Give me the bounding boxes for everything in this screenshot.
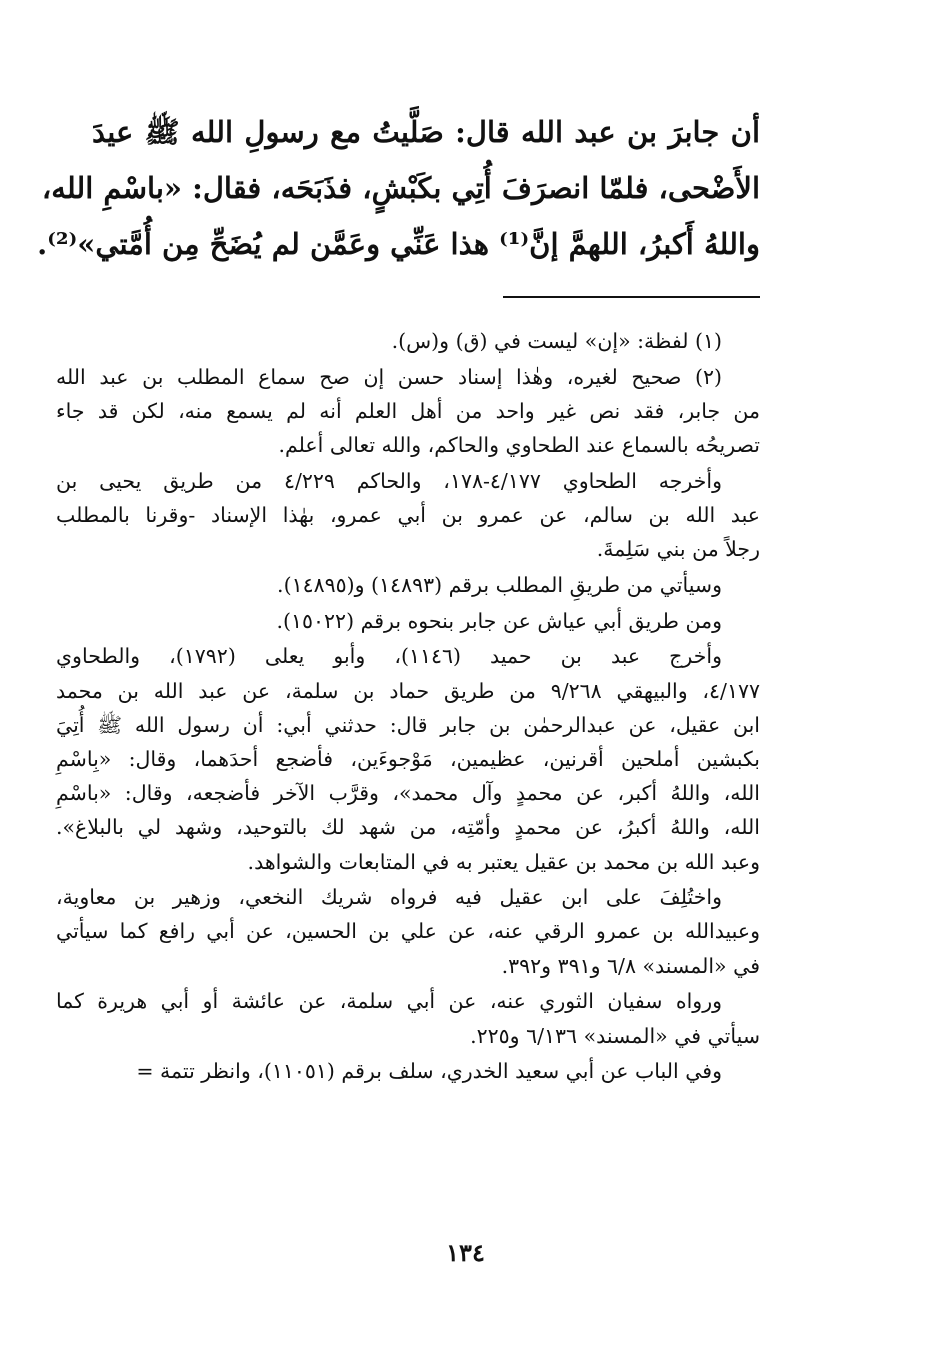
footnote-line: في «المسند» ٦/٨ و٣٩١ و٣٩٢. (501, 953, 760, 978)
footnote-line: من جابر، فقد نص غير واحد من أهل العلم أنه لم يسمع منه، لكن قد جاء (56, 398, 760, 423)
footnote-paragraph (56, 568, 760, 602)
footnote-line: رجلاً من بني سَلِمةَ. (596, 537, 760, 562)
page-number: ١٣٤ (446, 1238, 485, 1267)
footnote-paragraph (56, 1054, 760, 1088)
footnote-line: وعبد الله بن محمد بن عقيل يعتبر به في المتابعات والشواهد. (247, 849, 760, 874)
footnote-line: الله، واللهُ أكبر، عن محمدٍ وآل محمد»، وقرَّب الآخر فأضجعه، وقال: «باسْمِ (56, 781, 760, 806)
footnote-line: ومن طريق أبي عياش عن جابر بنحوه برقم (١٥٠٢٢). (276, 608, 722, 633)
footnote-1 (56, 324, 760, 358)
footnote-paragraph (56, 464, 760, 567)
footnote-line: الله، واللهُ أكبرُ، عن محمدٍ وأمّتِه، من شهد لك بالتوحيد، وشهد لي بالبلاغ». (56, 815, 760, 840)
main-text-line: الأَضْحى، فلمّا انصرَفَ أُتِي بكَبْشٍ، فذَبَحَه، فقال: «باسْمِ الله، (41, 171, 760, 205)
footnote-line: (٢) صحيح لغيره، وهٰذا إسناد حسن إن صح سماع المطلب بن عبد الله (56, 364, 722, 389)
footnote-2 (56, 360, 760, 463)
footnote-line: تصريحُه بالسماع عند الطحاوي والحاكم، والله تعالى أعلم. (278, 433, 760, 458)
footnote-line: ورواه سفيان الثوري عنه، عن أبي سلمة، عن عائشة أو أبي هريرة كما (56, 989, 722, 1014)
hadith-main-text (37, 104, 761, 272)
footnote-paragraph (56, 880, 760, 983)
footnote-line: ٤/١٧٧، والبيهقي ٩/٢٦٨ من طريق حماد بن سلمة، عن عبد الله بن محمد (56, 678, 760, 703)
footnote-line: وأخرج عبد بن حميد (١١٤٦)، وأبو يعلى (١٧٩٢)، والطحاوي (56, 644, 722, 669)
footnotes-section (56, 324, 760, 1090)
footnote-paragraph (56, 639, 760, 878)
main-text-line: واللهُ أَكبرُ، اللهمَّ إنَّ⁽¹⁾ هذا عَنِّي وعَمَّن لم يُضَحِّ مِن أُمَّتي»⁽²⁾. (37, 227, 760, 261)
footnote-line: وأخرجه الطحاوي ٤/١٧٧-١٧٨، والحاكم ٤/٢٢٩ من طريق يحيى بن (56, 468, 722, 493)
main-text-line: أن جابرَ بن عبد الله قال: صَلَّيتُ مع رسولِ الله ﷺ عيدَ (92, 115, 761, 149)
footnote-line: وسيأتي من طريقِ المطلب برقم (١٤٨٩٣) و(١٤٨٩٥). (277, 572, 722, 597)
footnote-line: سيأتي في «المسند» ٦/١٣٦ و٢٢٥. (470, 1023, 760, 1048)
footnote-line: عبد الله بن سالم، عن عمرو بن أبي عمرو، بهٰذا الإسناد -وقرنا بالمطلب (56, 503, 760, 528)
footnote-line: ابن عقيل، عن عبدالرحمٰن بن جابر قال: حدثني أبي: أن رسول الله ﷺ أُتِيَ (56, 712, 760, 737)
footnote-separator (503, 296, 760, 298)
footnote-line: وعبيدالله بن عمرو الرقي عنه، عن علي بن الحسين، عن أبي رافع كما سيأتي (56, 919, 760, 944)
footnote-line: وفي الباب عن أبي سعيد الخدري، سلف برقم (١١٠٥١)، وانظر تتمة = (136, 1059, 722, 1084)
footnote-paragraph (56, 984, 760, 1052)
footnote-paragraph (56, 604, 760, 638)
footnote-line: واختُلِفَ على ابن عقيل فيه فرواه شريك النخعي، وزهير بن معاوية، (56, 885, 722, 910)
footnote-line: بكبشين أملحين أقرنين، عظيمين، مَوْجوءَين، فأضجع أحدَهما، وقال: «بِاسْمِ (56, 746, 760, 771)
footnote-line: (١) لفظة: «إن» ليست في (ق) و(س). (391, 329, 722, 353)
